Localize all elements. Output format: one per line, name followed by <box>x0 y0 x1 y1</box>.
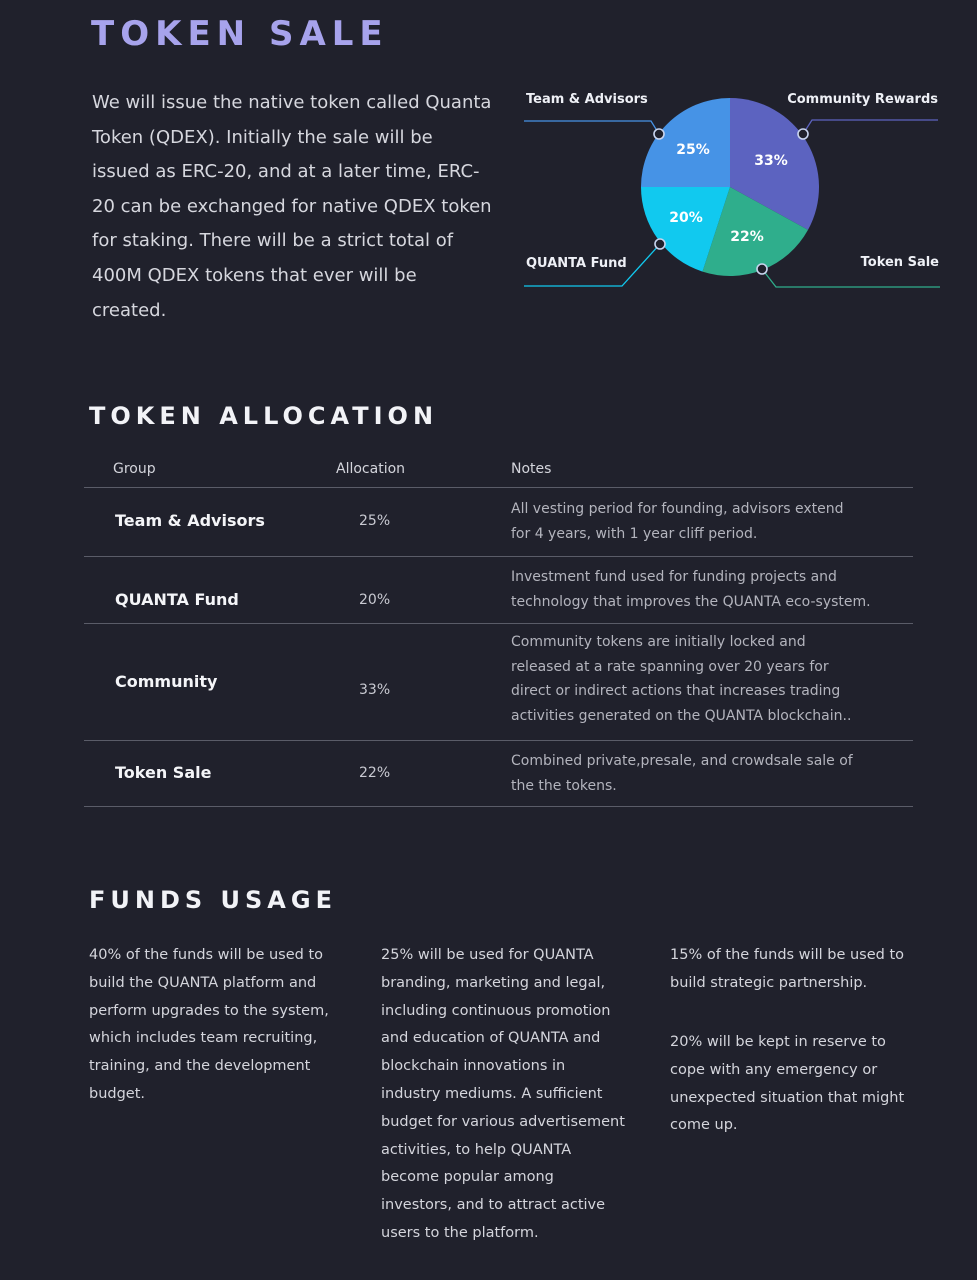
table-divider <box>84 556 913 557</box>
funds-usage-column-3-reserve: 20% will be kept in reserve to cope with any emergency or unexpected situation that might come up. <box>670 1034 905 1134</box>
funds-usage-column-2: 25% will be used for QUANTA branding, marketing and legal, including continuous promotion and education of QUANTA and blockchain innovations in industry mediums. A sufficient budget for various advertisement activities, to help QUANTA become popular among investors, and to attract active users to the platform. <box>381 947 625 1241</box>
row-group-quanta-fund: QUANTA Fund <box>115 590 239 609</box>
callout-line-community-rewards <box>803 120 938 134</box>
legend-team-advisors: Team & Advisors <box>526 92 648 107</box>
callout-dot-quanta-fund <box>655 239 665 249</box>
legend-community-rewards: Community Rewards <box>787 92 938 107</box>
legend-token-sale: Token Sale <box>860 255 939 270</box>
row-allocation-token-sale: 22% <box>359 765 391 781</box>
row-notes-quanta-fund: Investment fund used for funding projects and technology that improves the QUANTA eco-system. <box>511 569 871 610</box>
row-group-team-advisors: Team & Advisors <box>115 511 265 530</box>
column-header-notes: Notes <box>511 461 552 477</box>
pie-label-team-advisors: 25% <box>676 142 710 158</box>
legend-quanta-fund: QUANTA Fund <box>526 256 627 271</box>
row-allocation-team-advisors: 25% <box>359 513 391 529</box>
row-notes-token-sale: Combined private,presale, and crowdsale sale of the the tokens. <box>511 753 853 794</box>
row-allocation-community: 33% <box>359 682 391 698</box>
callout-dot-community-rewards <box>798 129 808 139</box>
callout-line-team-advisors <box>524 121 659 134</box>
callout-dot-team-advisors <box>654 129 664 139</box>
callout-line-token-sale <box>762 269 940 287</box>
table-divider <box>84 806 913 807</box>
funds-usage-column-3-partnership: 15% of the funds will be used to build strategic partnership. <box>670 947 905 991</box>
row-allocation-quanta-fund: 20% <box>359 592 391 608</box>
pie-label-community-rewards: 33% <box>754 153 788 169</box>
row-notes-community: Community tokens are initially locked and released at a rate spanning over 20 years for direct or indirect actions that increases trading activities generated on the QUANTA blockchain.. <box>511 634 852 724</box>
token-sale-title: TOKEN SALE <box>91 14 389 54</box>
pie-label-token-sale: 22% <box>730 229 764 245</box>
token-sale-intro: We will issue the native token called Quanta Token (QDEX). Initially the sale will be issued as ERC-20, and at a later time, ERC-20 can be exchanged for native QDEX token for staking. There will be a strict total of 400M QDEX tokens that ever will be created. <box>92 92 492 321</box>
table-divider <box>84 740 913 741</box>
token-distribution-pie-chart <box>510 80 950 300</box>
callout-dot-token-sale <box>757 264 767 274</box>
pie-label-quanta-fund: 20% <box>669 210 703 226</box>
row-group-community: Community <box>115 672 218 691</box>
funds-usage-column-1: 40% of the funds will be used to build the QUANTA platform and perform upgrades to the system, which includes team recruiting, training, and the development budget. <box>89 947 329 1102</box>
row-group-token-sale: Token Sale <box>115 763 212 782</box>
table-divider <box>84 487 913 488</box>
funds-usage-title: FUNDS USAGE <box>89 886 337 914</box>
table-divider <box>84 623 913 624</box>
column-header-group: Group <box>113 461 156 477</box>
row-notes-team-advisors: All vesting period for founding, advisors extend for 4 years, with 1 year cliff period. <box>511 501 844 542</box>
column-header-allocation: Allocation <box>336 461 406 477</box>
token-allocation-title: TOKEN ALLOCATION <box>89 402 439 430</box>
